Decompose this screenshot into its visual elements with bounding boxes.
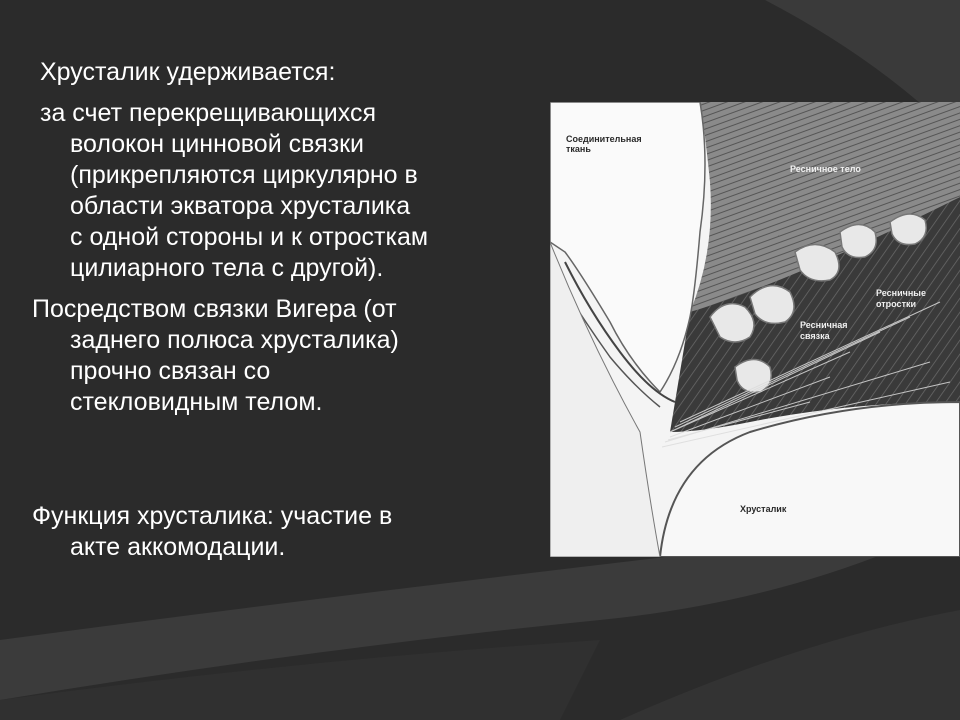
label-ciliary-processes-1: Ресничные bbox=[876, 288, 926, 298]
para1-line-5: с одной стороны и к отросткам bbox=[70, 223, 429, 251]
label-connective-tissue-2: ткань bbox=[566, 144, 591, 154]
label-ciliary-processes-2: отростки bbox=[876, 299, 917, 309]
para3-line-2: акте аккомодации. bbox=[70, 533, 286, 561]
label-ciliary-ligament-2: связка bbox=[800, 331, 830, 341]
heading: Хрусталик удерживается: bbox=[40, 58, 336, 86]
lens-anatomy-figure bbox=[550, 102, 960, 557]
para1-line-2: волокон цинновой связки bbox=[70, 130, 365, 158]
para1-line-3: (прикрепляются циркулярно в bbox=[70, 161, 418, 189]
para3-line-1: Функция хрусталика: участие в bbox=[32, 502, 393, 530]
para1-line-6: цилиарного тела с другой). bbox=[70, 254, 384, 282]
para2-line-3: прочно связан со bbox=[70, 357, 271, 385]
label-connective-tissue-1: Соединительная bbox=[566, 134, 642, 144]
anatomy-drawing bbox=[550, 102, 960, 557]
label-ciliary-ligament-1: Ресничная bbox=[800, 320, 848, 330]
para1-line-4: области экватора хрусталика bbox=[70, 192, 411, 220]
label-lens: Хрусталик bbox=[740, 504, 787, 514]
label-ciliary-body: Ресничное тело bbox=[790, 164, 861, 174]
para2-line-1: Посредством связки Вигера (от bbox=[32, 295, 397, 323]
para2-line-2: заднего полюса хрусталика) bbox=[70, 326, 399, 354]
para1-line-1: за счет перекрещивающихся bbox=[40, 99, 376, 127]
para2-line-4: стекловидным телом. bbox=[70, 388, 323, 416]
